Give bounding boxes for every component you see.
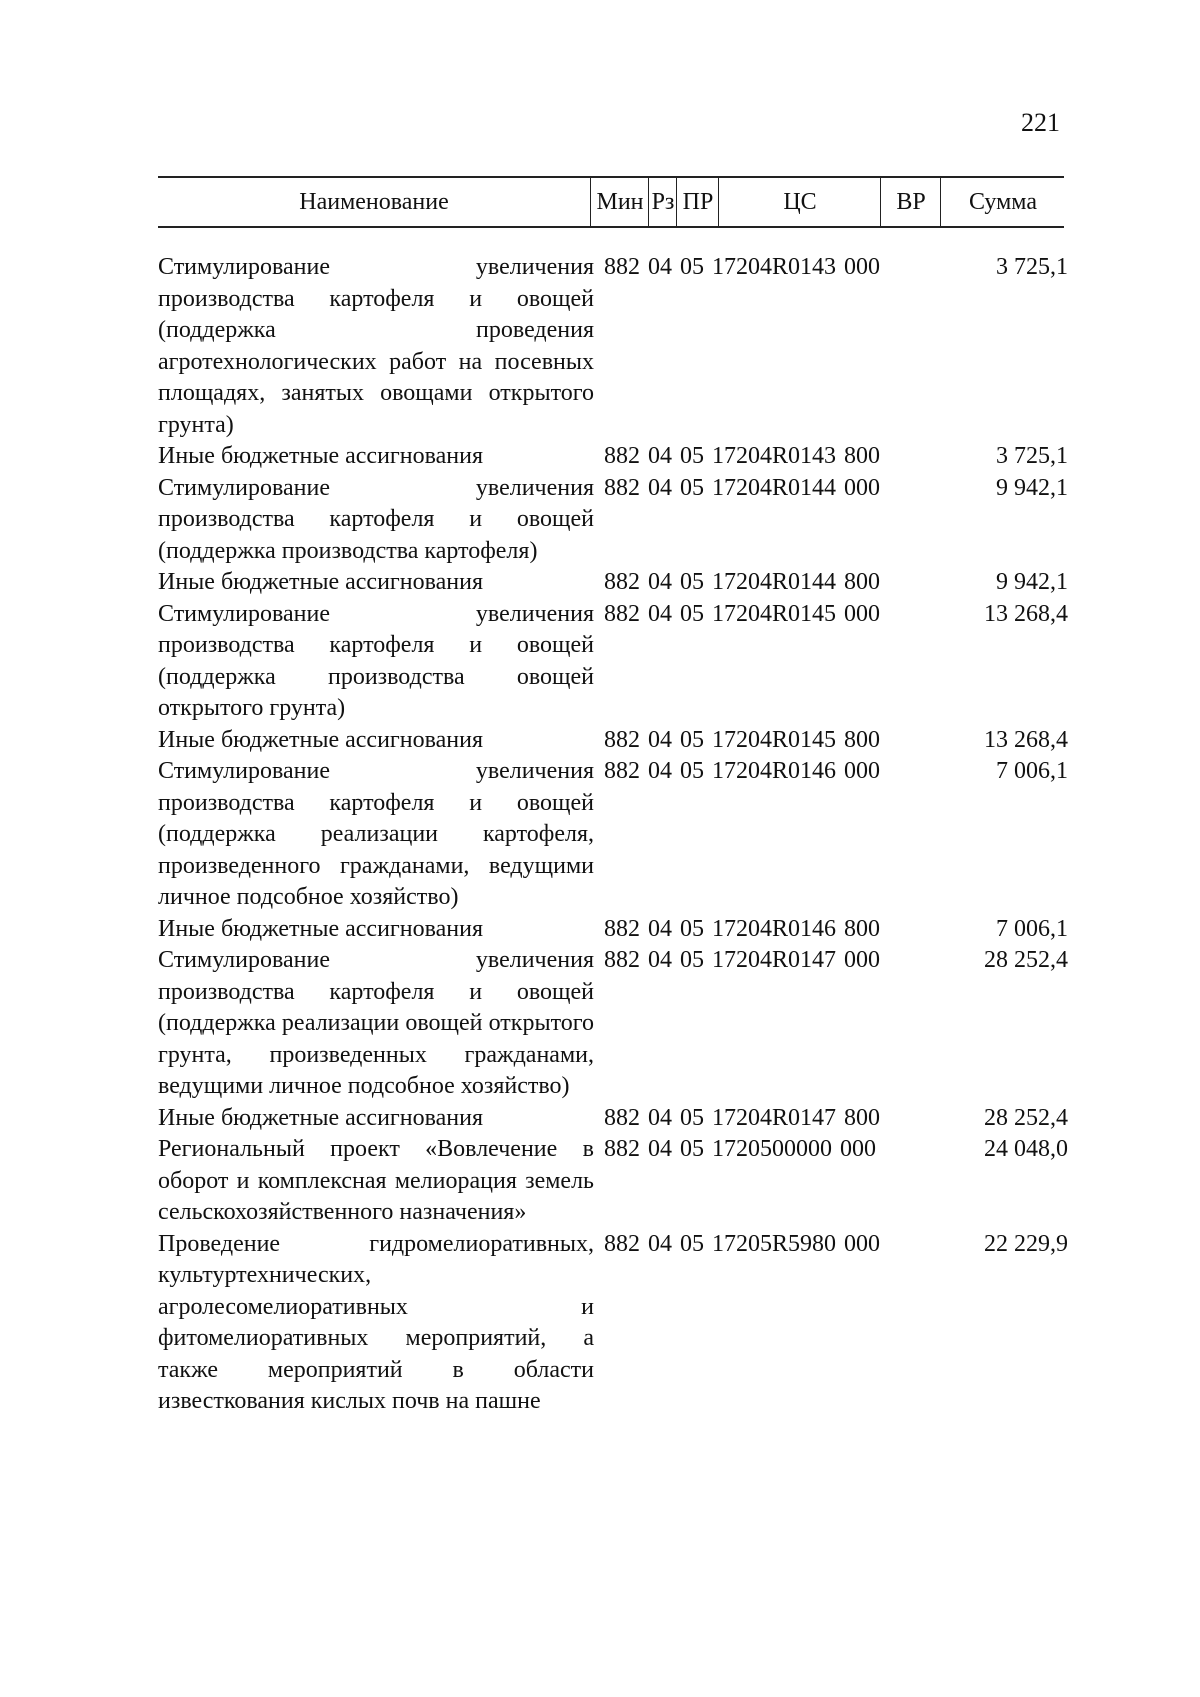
header-cs: ЦС xyxy=(718,178,881,226)
row-codes: 882 04 05 17205R5980 000 xyxy=(604,1230,881,1257)
row-codes: 882 04 05 17204R0146 000 xyxy=(604,758,881,784)
table-row xyxy=(158,473,1068,568)
header-rz: Рз xyxy=(648,178,677,226)
row-name: Стимулирование увеличения производства картофеля и овощей (поддержка проведения агротехнологических работ на посевных площадях, занятых овощами открытого грунта) xyxy=(158,254,594,438)
row-sum: 3 725,1 xyxy=(996,254,1068,280)
row-sum: 24 048,0 xyxy=(984,1136,1068,1162)
row-name: Иные бюджетные ассигнования xyxy=(158,915,483,942)
row-name: Стимулирование увеличения производства картофеля и овощей (поддержка реализации овощей открытого грунта, произведенных гражданами, ведущими личное подсобное хозяйство) xyxy=(158,947,594,1099)
table-row xyxy=(158,599,1068,725)
table-row xyxy=(158,252,1068,441)
table-row xyxy=(158,1103,1068,1135)
header-sum: Сумма xyxy=(940,178,1065,226)
table-row xyxy=(158,1134,1068,1229)
row-name: Иные бюджетные ассигнования xyxy=(158,726,483,753)
table-row xyxy=(158,945,1068,1103)
row-codes: 882 04 05 17204R0143 000 xyxy=(604,254,881,280)
row-codes: 882 04 05 17204R0144 800 xyxy=(604,569,881,595)
row-codes: 882 04 05 17204R0147 000 xyxy=(604,947,881,973)
row-name: Иные бюджетные ассигнования xyxy=(158,569,483,595)
row-name: Стимулирование увеличения производства картофеля и овощей (поддержка производства овощей открытого грунта) xyxy=(158,600,594,721)
row-sum: 3 725,1 xyxy=(996,443,1068,469)
page-number: 221 xyxy=(1021,108,1060,137)
table-row xyxy=(158,914,1068,946)
row-name: Иные бюджетные ассигнования xyxy=(158,443,483,469)
table-header xyxy=(158,176,1064,228)
row-sum: 13 268,4 xyxy=(984,726,1068,753)
row-sum: 9 942,1 xyxy=(996,569,1068,595)
row-codes: 882 04 05 17204R0143 800 xyxy=(604,443,881,469)
row-name: Стимулирование увеличения производства картофеля и овощей (поддержка производства картофеля) xyxy=(158,474,594,564)
table-row xyxy=(158,441,1068,473)
table-row xyxy=(158,567,1068,599)
table-row xyxy=(158,1229,1068,1418)
row-codes: 882 04 05 1720500000 000 xyxy=(604,1136,876,1162)
row-codes: 882 04 05 17204R0147 800 xyxy=(604,1104,881,1131)
row-name: Иные бюджетные ассигнования xyxy=(158,1104,483,1131)
row-codes: 882 04 05 17204R0145 800 xyxy=(604,726,881,753)
row-sum: 7 006,1 xyxy=(996,915,1068,942)
row-codes: 882 04 05 17204R0144 000 xyxy=(604,474,881,501)
row-sum: 28 252,4 xyxy=(984,947,1068,973)
row-codes: 882 04 05 17204R0146 800 xyxy=(604,915,881,942)
header-name: Наименование xyxy=(299,189,449,215)
row-name: Региональный проект «Вовлечение в оборот и комплексная мелиорация земель сельскохозяйственного назначения» xyxy=(158,1136,594,1225)
row-sum: 9 942,1 xyxy=(996,474,1068,501)
row-codes: 882 04 05 17204R0145 000 xyxy=(604,600,881,627)
row-name: Стимулирование увеличения производства картофеля и овощей (поддержка реализации картофеля, произведенного гражданами, ведущими личное подсобное хозяйство) xyxy=(158,758,594,910)
row-sum: 22 229,9 xyxy=(984,1230,1068,1257)
row-sum: 7 006,1 xyxy=(996,758,1068,784)
header-min: Мин xyxy=(590,178,649,226)
row-sum: 28 252,4 xyxy=(984,1104,1068,1131)
row-sum: 13 268,4 xyxy=(984,600,1068,627)
table-body xyxy=(158,252,1068,1418)
table-row xyxy=(158,756,1068,914)
header-pr: ПР xyxy=(676,178,719,226)
row-name: Проведение гидромелиоративных, культуртехнических, агролесомелиоративных и фитомелиоративных мероприятий, а также мероприятий в области известкования кислых почв на пашне xyxy=(158,1230,594,1414)
header-vr: ВР xyxy=(880,178,941,226)
table-row xyxy=(158,725,1068,757)
